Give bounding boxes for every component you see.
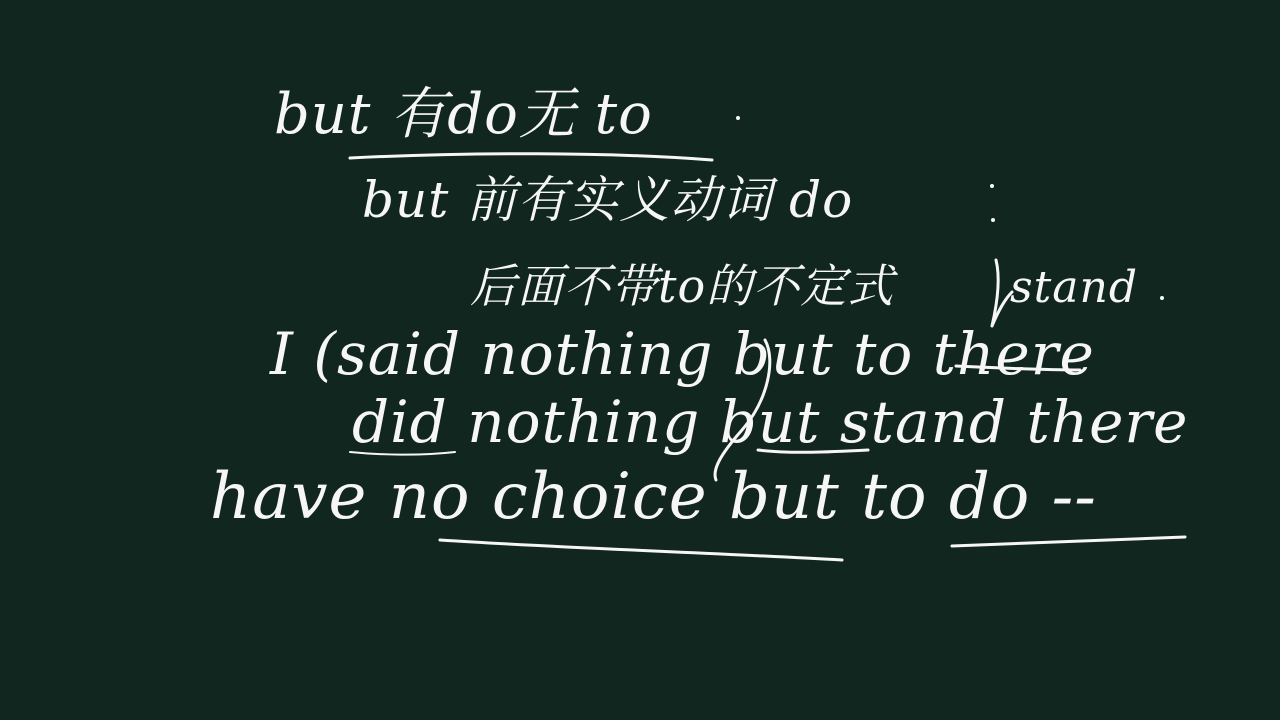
dot-1 — [736, 116, 740, 120]
underline-no-choice — [440, 540, 842, 560]
dot-3 — [991, 218, 995, 222]
note-line-4: I (said nothing but to there — [270, 320, 1095, 388]
note-line-1: but 有do无 to — [274, 82, 653, 147]
insertion-word: stand — [1010, 262, 1138, 313]
insertion-caret — [992, 260, 1012, 326]
note-line-5: did nothing but stand there — [352, 388, 1189, 456]
note-line-3: 后面不带to的不定式 — [470, 259, 895, 313]
underline-to-do — [952, 537, 1185, 546]
dot-2 — [990, 184, 994, 188]
dot-4 — [1160, 296, 1164, 300]
note-line-2: but 前有实义动词 do — [362, 171, 854, 229]
note-line-6: have no choice but to do -- — [210, 460, 1097, 534]
